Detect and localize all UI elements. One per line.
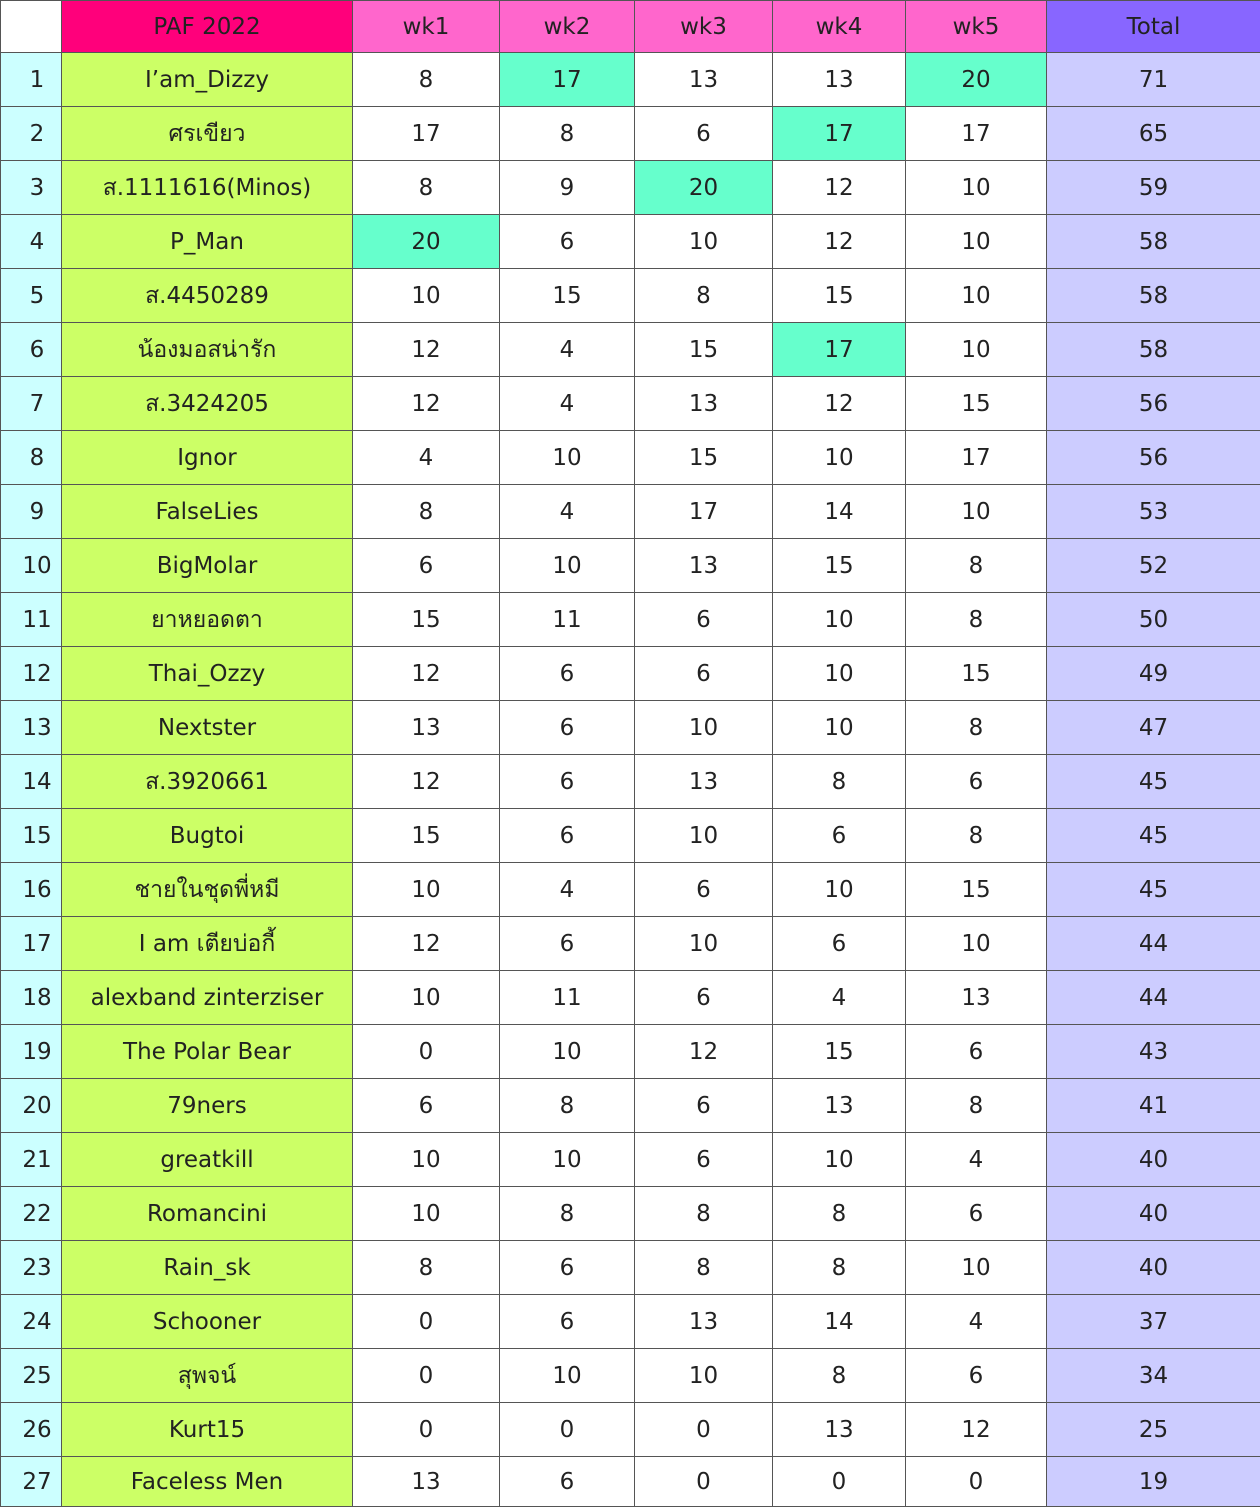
player-name-cell[interactable]: I’am_Dizzy — [62, 53, 353, 107]
score-cell-wk4[interactable]: 10 — [773, 1133, 906, 1187]
score-cell-wk2[interactable]: 8 — [500, 1187, 635, 1241]
rank-number: 17 — [10, 931, 51, 957]
rank-cell[interactable] — [1, 917, 62, 971]
score-cell-wk5[interactable]: 15 — [906, 863, 1047, 917]
rank-cell[interactable] — [1, 647, 62, 701]
player-name-cell[interactable]: I am เตียบ่อกี้ — [62, 917, 353, 971]
table-row — [1, 1349, 1260, 1403]
rank-number: 2 — [18, 121, 45, 147]
table-row — [1, 917, 1260, 971]
score-cell-wk1[interactable]: 0 — [353, 1349, 500, 1403]
player-name-cell[interactable]: Thai_Ozzy — [62, 647, 353, 701]
score-cell-wk3[interactable]: 6 — [635, 647, 773, 701]
score-cell-wk1[interactable]: 10 — [353, 1133, 500, 1187]
score-cell-wk5[interactable]: 15 — [906, 377, 1047, 431]
score-cell-wk2[interactable]: 6 — [500, 701, 635, 755]
score-cell-wk5[interactable]: 0 — [906, 1457, 1047, 1507]
score-cell-wk5[interactable]: 10 — [906, 269, 1047, 323]
rank-number: 25 — [10, 1363, 51, 1389]
player-name-cell[interactable]: Kurt15 — [62, 1403, 353, 1457]
header-wk2[interactable]: wk2 — [500, 1, 635, 53]
score-cell-wk5[interactable]: 10 — [906, 917, 1047, 971]
score-cell-wk1[interactable]: 15 — [353, 593, 500, 647]
rank-number: 22 — [10, 1201, 51, 1227]
score-cell-wk5[interactable]: 8 — [906, 809, 1047, 863]
score-cell-wk4[interactable]: 15 — [773, 1025, 906, 1079]
table-body — [1, 53, 1260, 1507]
score-cell-wk2[interactable]: 6 — [500, 917, 635, 971]
total-cell[interactable]: 41 — [1047, 1079, 1260, 1133]
score-cell-wk3[interactable]: 8 — [635, 269, 773, 323]
player-name-cell[interactable]: P_Man — [62, 215, 353, 269]
rank-cell[interactable] — [1, 1079, 62, 1133]
total-cell[interactable]: 40 — [1047, 1187, 1260, 1241]
score-cell-wk2[interactable]: 6 — [500, 755, 635, 809]
header-wk4[interactable]: wk4 — [773, 1, 906, 53]
score-cell-wk3[interactable]: 6 — [635, 593, 773, 647]
player-name-cell[interactable]: ชายในชุดพี่หมี — [62, 863, 353, 917]
score-cell-wk5[interactable]: 8 — [906, 593, 1047, 647]
rank-number: 19 — [10, 1039, 51, 1065]
player-name-cell[interactable]: The Polar Bear — [62, 1025, 353, 1079]
total-cell[interactable]: 52 — [1047, 539, 1260, 593]
score-cell-wk1[interactable]: 6 — [353, 539, 500, 593]
player-name-cell[interactable]: Faceless Men — [62, 1457, 353, 1507]
score-cell-wk4[interactable]: 12 — [773, 161, 906, 215]
rank-cell[interactable] — [1, 323, 62, 377]
total-cell[interactable]: 44 — [1047, 971, 1260, 1025]
rank-number: 24 — [10, 1309, 51, 1335]
player-name-cell[interactable]: น้องมอสน่ารัก — [62, 323, 353, 377]
score-cell-wk3[interactable]: 10 — [635, 809, 773, 863]
header-total[interactable]: Total — [1047, 1, 1260, 53]
table-row — [1, 269, 1260, 323]
rank-number: 13 — [10, 715, 51, 741]
rank-number: 8 — [18, 445, 45, 471]
score-cell-wk3[interactable]: 10 — [635, 701, 773, 755]
player-name-cell[interactable]: 79ners — [62, 1079, 353, 1133]
score-cell-wk5[interactable]: 17 — [906, 107, 1047, 161]
table-row — [1, 809, 1260, 863]
player-name-cell[interactable]: Nextster — [62, 701, 353, 755]
score-cell-wk2[interactable]: 8 — [500, 1079, 635, 1133]
score-cell-wk1[interactable]: 8 — [353, 161, 500, 215]
score-cell-wk5[interactable]: 6 — [906, 755, 1047, 809]
score-cell-wk1[interactable]: 10 — [353, 1187, 500, 1241]
score-cell-wk2[interactable]: 4 — [500, 377, 635, 431]
total-cell[interactable]: 49 — [1047, 647, 1260, 701]
score-cell-wk3[interactable]: 10 — [635, 215, 773, 269]
score-cell-wk3[interactable]: 13 — [635, 53, 773, 107]
score-cell-wk3[interactable]: 15 — [635, 323, 773, 377]
score-cell-wk1[interactable]: 8 — [353, 53, 500, 107]
rank-cell[interactable] — [1, 1457, 62, 1507]
rank-number: 3 — [18, 175, 45, 201]
player-name-cell[interactable]: Romancini — [62, 1187, 353, 1241]
player-name-cell[interactable]: ส.3424205 — [62, 377, 353, 431]
player-name-cell[interactable]: Ignor — [62, 431, 353, 485]
score-cell-wk1[interactable]: 8 — [353, 1241, 500, 1295]
score-cell-wk4[interactable]: 14 — [773, 485, 906, 539]
total-cell[interactable]: 43 — [1047, 1025, 1260, 1079]
rank-number: 10 — [10, 553, 51, 579]
score-cell-wk4[interactable]: 0 — [773, 1457, 906, 1507]
header-wk3[interactable]: wk3 — [635, 1, 773, 53]
player-name-cell[interactable]: ส.4450289 — [62, 269, 353, 323]
score-cell-wk5[interactable]: 8 — [906, 539, 1047, 593]
score-cell-wk2[interactable]: 4 — [500, 323, 635, 377]
rank-number: 4 — [18, 229, 45, 255]
table-row — [1, 431, 1260, 485]
table-row — [1, 1079, 1260, 1133]
rank-cell[interactable] — [1, 1295, 62, 1349]
rank-cell[interactable] — [1, 1187, 62, 1241]
score-cell-wk5[interactable]: 6 — [906, 1349, 1047, 1403]
header-row — [1, 1, 1260, 53]
score-cell-wk1[interactable]: 12 — [353, 377, 500, 431]
score-cell-wk4[interactable]: 4 — [773, 971, 906, 1025]
score-cell-wk3[interactable]: 8 — [635, 1241, 773, 1295]
score-cell-wk5[interactable]: 4 — [906, 1133, 1047, 1187]
total-cell[interactable]: 37 — [1047, 1295, 1260, 1349]
score-cell-wk4[interactable]: 10 — [773, 647, 906, 701]
score-cell-wk2[interactable]: 0 — [500, 1403, 635, 1457]
table-row — [1, 701, 1260, 755]
table-row — [1, 1133, 1260, 1187]
score-cell-wk3[interactable]: 13 — [635, 377, 773, 431]
score-cell-wk5[interactable]: 10 — [906, 215, 1047, 269]
score-cell-wk4[interactable]: 12 — [773, 215, 906, 269]
score-cell-wk3[interactable]: 10 — [635, 1349, 773, 1403]
total-cell[interactable]: 44 — [1047, 917, 1260, 971]
score-cell-wk2[interactable]: 6 — [500, 1241, 635, 1295]
score-cell-wk1[interactable]: 0 — [353, 1025, 500, 1079]
rank-number: 5 — [18, 283, 45, 309]
rank-number: 21 — [10, 1147, 51, 1173]
player-name-cell[interactable]: Rain_sk — [62, 1241, 353, 1295]
score-cell-wk1[interactable]: 15 — [353, 809, 500, 863]
player-name-cell[interactable]: FalseLies — [62, 485, 353, 539]
score-cell-wk1[interactable]: 17 — [353, 107, 500, 161]
score-cell-wk2[interactable]: 4 — [500, 863, 635, 917]
table-row — [1, 1295, 1260, 1349]
rank-cell[interactable] — [1, 539, 62, 593]
player-name-cell[interactable]: greatkill — [62, 1133, 353, 1187]
total-cell[interactable]: 45 — [1047, 863, 1260, 917]
score-cell-wk5[interactable]: 10 — [906, 485, 1047, 539]
rank-cell[interactable] — [1, 971, 62, 1025]
score-cell-wk5[interactable]: 10 — [906, 161, 1047, 215]
rank-cell[interactable] — [1, 1403, 62, 1457]
total-cell[interactable]: 19 — [1047, 1457, 1260, 1507]
table-title[interactable]: PAF 2022 — [62, 1, 353, 53]
score-cell-wk1[interactable]: 10 — [353, 269, 500, 323]
total-cell[interactable]: 59 — [1047, 161, 1260, 215]
table-row — [1, 863, 1260, 917]
rank-cell[interactable] — [1, 755, 62, 809]
table-row — [1, 107, 1260, 161]
rank-number: 27 — [10, 1469, 51, 1495]
rank-cell[interactable] — [1, 269, 62, 323]
player-name-cell[interactable]: ยาหยอดตา — [62, 593, 353, 647]
score-cell-wk1[interactable]: 0 — [353, 1403, 500, 1457]
rank-number: 16 — [10, 877, 51, 903]
player-name-cell[interactable]: Bugtoi — [62, 809, 353, 863]
rank-cell[interactable] — [1, 863, 62, 917]
table-row — [1, 647, 1260, 701]
rank-cell[interactable] — [1, 593, 62, 647]
table-row — [1, 1187, 1260, 1241]
score-cell-wk1[interactable]: 4 — [353, 431, 500, 485]
score-cell-wk5[interactable]: 17 — [906, 431, 1047, 485]
score-cell-wk5[interactable]: 4 — [906, 1295, 1047, 1349]
table-row — [1, 539, 1260, 593]
total-cell[interactable]: 71 — [1047, 53, 1260, 107]
table-row — [1, 53, 1260, 107]
score-cell-wk1[interactable]: 8 — [353, 485, 500, 539]
score-cell-wk3[interactable]: 12 — [635, 1025, 773, 1079]
table-row — [1, 377, 1260, 431]
score-cell-wk3[interactable]: 8 — [635, 1187, 773, 1241]
score-cell-wk4[interactable]: 12 — [773, 377, 906, 431]
rank-cell[interactable] — [1, 1349, 62, 1403]
score-cell-wk4[interactable]: 10 — [773, 593, 906, 647]
score-cell-wk1[interactable]: 13 — [353, 1457, 500, 1507]
total-cell[interactable]: 47 — [1047, 701, 1260, 755]
rank-cell[interactable] — [1, 1133, 62, 1187]
total-cell[interactable]: 53 — [1047, 485, 1260, 539]
score-cell-wk1[interactable]: 0 — [353, 1295, 500, 1349]
total-cell[interactable]: 45 — [1047, 755, 1260, 809]
score-cell-wk2[interactable]: 6 — [500, 809, 635, 863]
score-cell-wk4[interactable]: 13 — [773, 1079, 906, 1133]
table-row — [1, 485, 1260, 539]
score-cell-wk2[interactable]: 10 — [500, 1133, 635, 1187]
score-cell-wk4[interactable]: 15 — [773, 539, 906, 593]
player-name-cell[interactable]: ศรเขียว — [62, 107, 353, 161]
rank-cell[interactable] — [1, 485, 62, 539]
player-name-cell[interactable]: ส.3920661 — [62, 755, 353, 809]
score-cell-wk4[interactable]: 10 — [773, 863, 906, 917]
score-cell-wk5[interactable]: 8 — [906, 1079, 1047, 1133]
header-wk1[interactable]: wk1 — [353, 1, 500, 53]
score-cell-wk2[interactable]: 6 — [500, 647, 635, 701]
rank-cell[interactable] — [1, 377, 62, 431]
table-row — [1, 161, 1260, 215]
player-name-cell[interactable]: alexband zinterziser — [62, 971, 353, 1025]
score-cell-wk5[interactable]: 10 — [906, 1241, 1047, 1295]
score-cell-wk5[interactable]: 13 — [906, 971, 1047, 1025]
score-cell-wk4[interactable]: 8 — [773, 1241, 906, 1295]
score-cell-wk4[interactable]: 14 — [773, 1295, 906, 1349]
score-cell-wk1[interactable]: 13 — [353, 701, 500, 755]
table-row — [1, 1403, 1260, 1457]
score-cell-wk1[interactable]: 6 — [353, 1079, 500, 1133]
score-cell-wk5[interactable]: 8 — [906, 701, 1047, 755]
total-cell[interactable]: 25 — [1047, 1403, 1260, 1457]
score-cell-wk2[interactable]: 6 — [500, 1295, 635, 1349]
score-cell-wk1[interactable]: 12 — [353, 323, 500, 377]
score-cell-wk1[interactable]: 20 — [353, 215, 500, 269]
table-row — [1, 755, 1260, 809]
score-cell-wk5[interactable]: 10 — [906, 323, 1047, 377]
score-cell-wk3[interactable]: 13 — [635, 539, 773, 593]
rank-number: 14 — [10, 769, 51, 795]
score-cell-wk1[interactable]: 10 — [353, 863, 500, 917]
rank-number: 6 — [18, 337, 45, 363]
rank-number: 20 — [10, 1093, 51, 1119]
total-cell[interactable]: 56 — [1047, 431, 1260, 485]
score-cell-wk2[interactable]: 10 — [500, 431, 635, 485]
player-name-cell[interactable]: สุพจน์ — [62, 1349, 353, 1403]
rank-number: 9 — [18, 499, 45, 525]
rank-number: 7 — [18, 391, 45, 417]
rank-number: 15 — [10, 823, 51, 849]
score-cell-wk2[interactable]: 6 — [500, 215, 635, 269]
score-cell-wk5[interactable]: 6 — [906, 1025, 1047, 1079]
score-cell-wk5[interactable]: 20 — [906, 53, 1047, 107]
table-row — [1, 1457, 1260, 1507]
score-cell-wk4[interactable]: 15 — [773, 269, 906, 323]
rank-cell[interactable] — [1, 215, 62, 269]
score-cell-wk2[interactable]: 8 — [500, 107, 635, 161]
score-cell-wk4[interactable]: 13 — [773, 1403, 906, 1457]
rank-cell[interactable] — [1, 1025, 62, 1079]
total-cell[interactable]: 50 — [1047, 593, 1260, 647]
score-cell-wk3[interactable]: 17 — [635, 485, 773, 539]
score-cell-wk3[interactable]: 0 — [635, 1457, 773, 1507]
header-wk5[interactable]: wk5 — [906, 1, 1047, 53]
player-name-cell[interactable]: BigMolar — [62, 539, 353, 593]
corner-cell[interactable] — [1, 1, 62, 53]
score-cell-wk3[interactable]: 6 — [635, 1079, 773, 1133]
score-cell-wk2[interactable]: 10 — [500, 1025, 635, 1079]
player-name-cell[interactable]: ส.1111616(Minos) — [62, 161, 353, 215]
score-cell-wk1[interactable]: 12 — [353, 755, 500, 809]
total-cell[interactable]: 65 — [1047, 107, 1260, 161]
rank-cell[interactable] — [1, 161, 62, 215]
score-cell-wk4[interactable]: 10 — [773, 431, 906, 485]
score-cell-wk3[interactable]: 20 — [635, 161, 773, 215]
score-cell-wk4[interactable]: 17 — [773, 323, 906, 377]
rank-number: 12 — [10, 661, 51, 687]
rank-number: 18 — [10, 985, 51, 1011]
score-cell-wk4[interactable]: 8 — [773, 755, 906, 809]
score-cell-wk5[interactable]: 15 — [906, 647, 1047, 701]
rank-number: 23 — [10, 1255, 51, 1281]
score-cell-wk2[interactable]: 17 — [500, 53, 635, 107]
score-cell-wk1[interactable]: 10 — [353, 971, 500, 1025]
rank-number: 11 — [10, 607, 51, 633]
rank-cell[interactable] — [1, 1241, 62, 1295]
score-cell-wk2[interactable]: 10 — [500, 539, 635, 593]
score-cell-wk4[interactable]: 17 — [773, 107, 906, 161]
score-cell-wk4[interactable]: 10 — [773, 701, 906, 755]
table-row — [1, 1025, 1260, 1079]
rank-cell[interactable] — [1, 53, 62, 107]
table-row — [1, 593, 1260, 647]
score-cell-wk2[interactable]: 11 — [500, 593, 635, 647]
table-row — [1, 971, 1260, 1025]
score-cell-wk3[interactable]: 15 — [635, 431, 773, 485]
score-cell-wk2[interactable]: 6 — [500, 1457, 635, 1507]
score-cell-wk4[interactable]: 13 — [773, 53, 906, 107]
score-cell-wk1[interactable]: 12 — [353, 647, 500, 701]
score-cell-wk3[interactable]: 6 — [635, 107, 773, 161]
total-cell[interactable]: 34 — [1047, 1349, 1260, 1403]
score-cell-wk5[interactable]: 6 — [906, 1187, 1047, 1241]
rank-number: 1 — [18, 67, 45, 93]
score-cell-wk3[interactable]: 10 — [635, 917, 773, 971]
rank-cell[interactable] — [1, 701, 62, 755]
score-cell-wk3[interactable]: 6 — [635, 863, 773, 917]
rank-cell[interactable] — [1, 809, 62, 863]
score-cell-wk1[interactable]: 12 — [353, 917, 500, 971]
score-cell-wk3[interactable]: 6 — [635, 1133, 773, 1187]
score-cell-wk2[interactable]: 10 — [500, 1349, 635, 1403]
score-cell-wk4[interactable]: 8 — [773, 1349, 906, 1403]
table-row — [1, 215, 1260, 269]
score-cell-wk3[interactable]: 13 — [635, 1295, 773, 1349]
score-cell-wk4[interactable]: 8 — [773, 1187, 906, 1241]
player-name-cell[interactable]: Schooner — [62, 1295, 353, 1349]
table-row — [1, 1241, 1260, 1295]
rank-cell[interactable] — [1, 431, 62, 485]
table-row — [1, 323, 1260, 377]
total-cell[interactable]: 40 — [1047, 1133, 1260, 1187]
rank-cell[interactable] — [1, 107, 62, 161]
score-cell-wk5[interactable]: 12 — [906, 1403, 1047, 1457]
score-cell-wk2[interactable]: 4 — [500, 485, 635, 539]
rank-number: 26 — [10, 1417, 51, 1443]
total-cell[interactable]: 58 — [1047, 323, 1260, 377]
score-cell-wk3[interactable]: 0 — [635, 1403, 773, 1457]
score-cell-wk4[interactable]: 6 — [773, 809, 906, 863]
score-cell-wk4[interactable]: 6 — [773, 917, 906, 971]
score-cell-wk2[interactable]: 15 — [500, 269, 635, 323]
total-cell[interactable]: 56 — [1047, 377, 1260, 431]
score-cell-wk3[interactable]: 6 — [635, 971, 773, 1025]
score-cell-wk3[interactable]: 13 — [635, 755, 773, 809]
score-cell-wk2[interactable]: 11 — [500, 971, 635, 1025]
total-cell[interactable]: 58 — [1047, 215, 1260, 269]
total-cell[interactable]: 40 — [1047, 1241, 1260, 1295]
total-cell[interactable]: 58 — [1047, 269, 1260, 323]
score-cell-wk2[interactable]: 9 — [500, 161, 635, 215]
total-cell[interactable]: 45 — [1047, 809, 1260, 863]
